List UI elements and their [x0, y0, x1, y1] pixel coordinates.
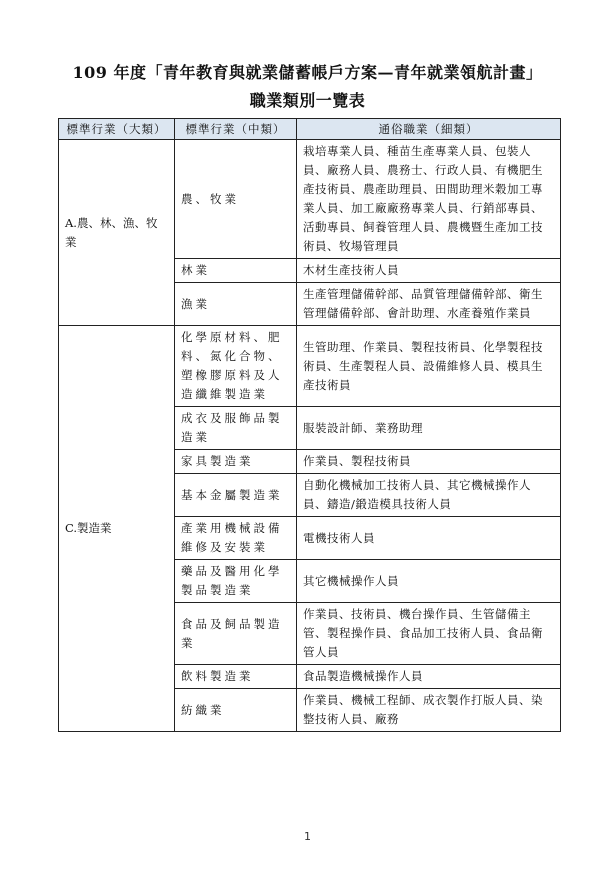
occupation-cell: 服裝設計師、業務助理	[297, 407, 561, 450]
mid-category-cell: 漁業	[175, 283, 297, 326]
mid-category-cell: 食品及飼品製造業	[175, 603, 297, 665]
mid-category-cell: 飲料製造業	[175, 665, 297, 689]
mid-category-cell: 家具製造業	[175, 450, 297, 474]
occupation-cell: 栽培專業人員、種苗生產專業人員、包裝人員、廠務人員、農務士、行政人員、有機肥生產技術員、農產助理員、田間助理米穀加工專業人員、加工廠廠務專業人員、行銷部專員、活動專員、飼養管理人員、農機暨生產加工技術員、牧場管理員	[297, 140, 561, 259]
occupation-cell: 其它機械操作人員	[297, 560, 561, 603]
table-row	[59, 140, 561, 259]
header-occupation: 通俗職業（細類）	[297, 119, 561, 140]
major-category-cell: A.農、林、漁、牧業	[59, 140, 175, 326]
occupation-cell: 生產管理儲備幹部、品質管理儲備幹部、衛生管理儲備幹部、會計助理、水產養殖作業員	[297, 283, 561, 326]
document-title: 109 年度「青年教育與就業儲蓄帳戶方案—青年就業領航計畫」	[72, 63, 543, 82]
mid-category-cell: 紡織業	[175, 689, 297, 732]
occupation-cell: 食品製造機械操作人員	[297, 665, 561, 689]
table-row	[59, 326, 561, 407]
occupation-cell: 生管助理、作業員、製程技術員、化學製程技術員、生產製程人員、設備維修人員、模具生產技術員	[297, 326, 561, 407]
header-major-category: 標準行業（大類）	[59, 119, 175, 140]
mid-category-cell: 基本金屬製造業	[175, 474, 297, 517]
major-category-cell: C.製造業	[59, 326, 175, 732]
header-mid-category: 標準行業（中類）	[175, 119, 297, 140]
table-header-row	[59, 119, 561, 140]
occupation-cell: 自動化機械加工技術人員、其它機械操作人員、鑄造/鍛造模具技術人員	[297, 474, 561, 517]
mid-category-cell: 化學原材料、肥料、氮化合物、塑橡膠原料及人造纖維製造業	[175, 326, 297, 407]
mid-category-cell: 林業	[175, 259, 297, 283]
page-number: 1	[304, 830, 311, 843]
occupation-cell: 作業員、機械工程師、成衣製作打版人員、染整技術人員、廠務	[297, 689, 561, 732]
mid-category-cell: 藥品及醫用化學製品製造業	[175, 560, 297, 603]
mid-category-cell: 農、牧業	[175, 140, 297, 259]
document-subtitle: 職業類別一覽表	[249, 91, 366, 110]
mid-category-cell: 產業用機械設備維修及安裝業	[175, 517, 297, 560]
mid-category-cell: 成衣及服飾品製造業	[175, 407, 297, 450]
occupation-cell: 木材生產技術人員	[297, 259, 561, 283]
occupation-cell: 電機技術人員	[297, 517, 561, 560]
occupation-cell: 作業員、技術員、機台操作員、生管儲備主管、製程操作員、食品加工技術人員、食品衛管人員	[297, 603, 561, 665]
occupation-table	[58, 118, 561, 732]
occupation-cell: 作業員、製程技術員	[297, 450, 561, 474]
